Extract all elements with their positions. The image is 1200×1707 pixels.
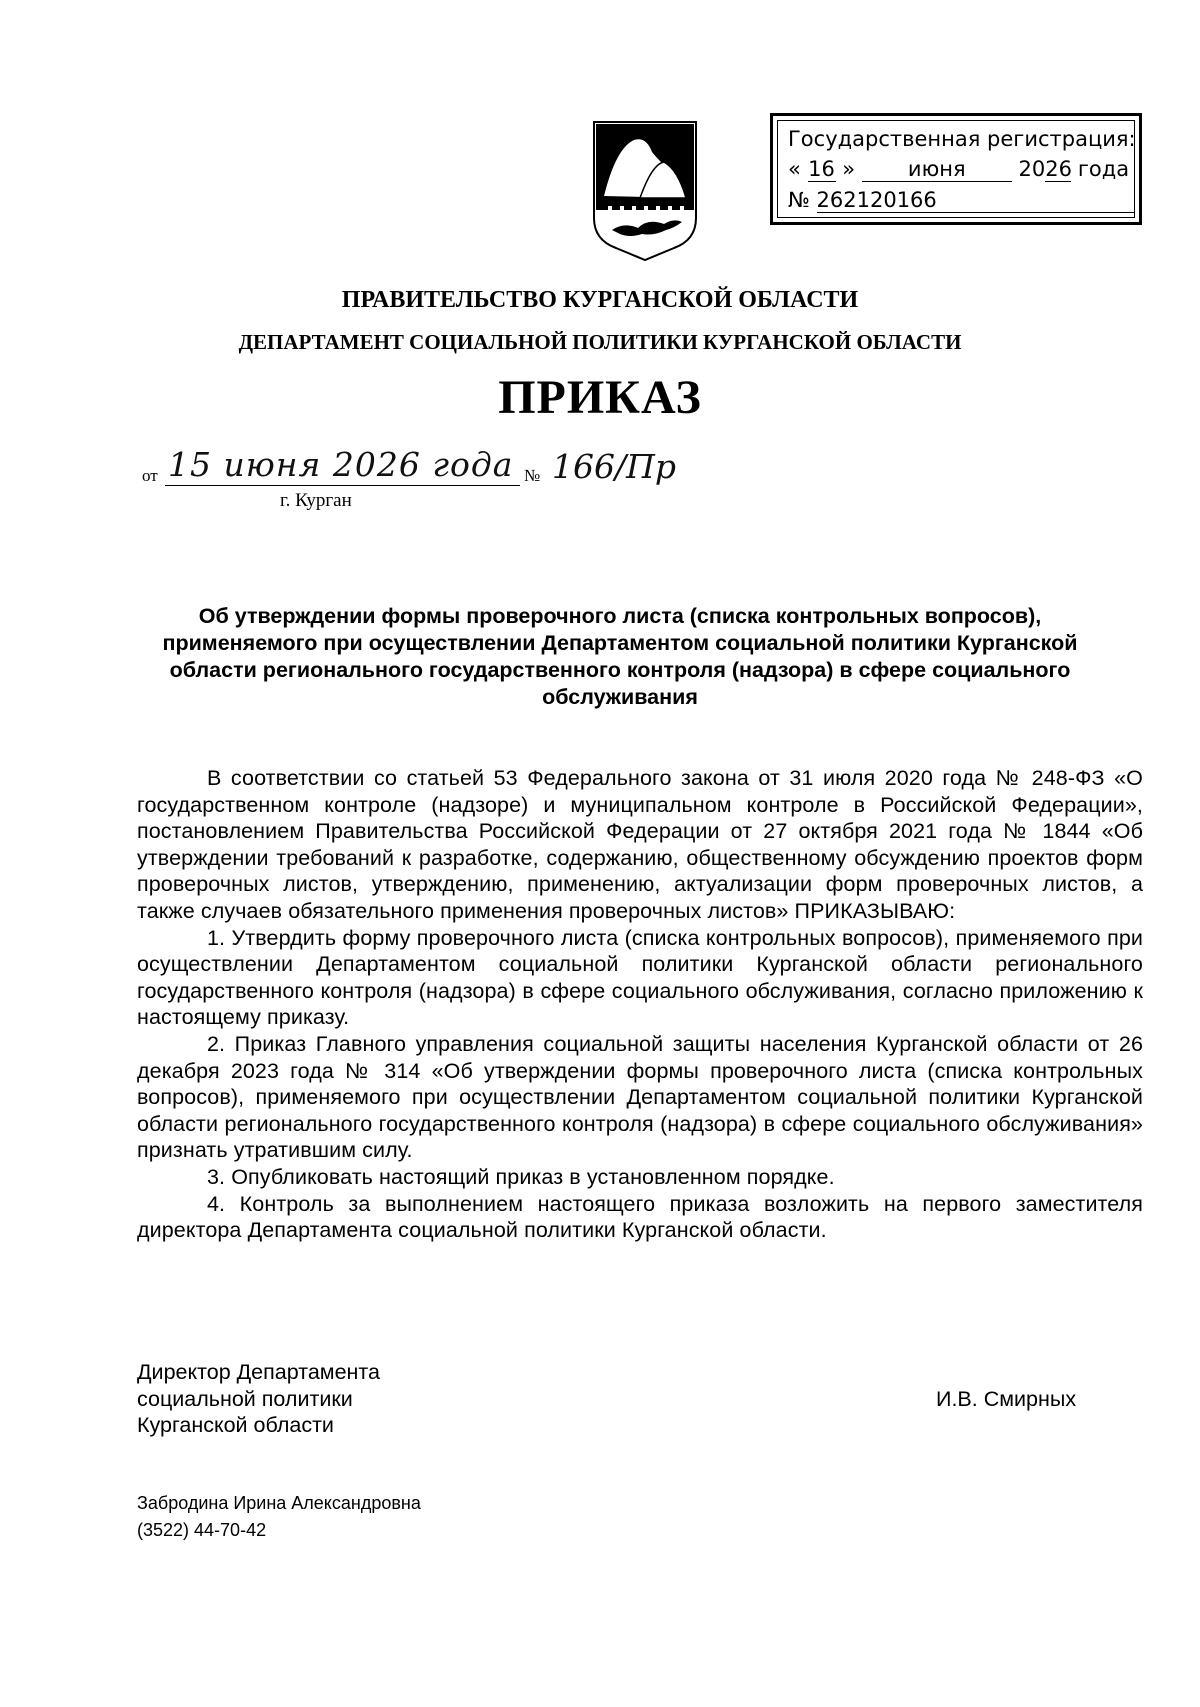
executor-name: Забродина Ирина Александровна bbox=[137, 1493, 421, 1513]
body-paragraph-2: 2. Приказ Главного управления социальной защиты населения Курганской области от 26 декабря 2023 года № 314 «Об утверждении формы проверочного листа (списка контрольных вопросов), применяемого при осуществлении Департаментом социальной политики Курганской области регионального государственного контроля (надзора) в сфере социального обслуживания» признать утратившим силу. bbox=[137, 1031, 1143, 1163]
body-paragraph-1: 1. Утвердить форму проверочного листа (списка контрольных вопросов), применяемого при осуществлении Департаментом социальной политики Курганской области регионального государственного контроля (надзора) в сфере социального обслуживания, согласно приложению к настоящему приказу. bbox=[137, 925, 1143, 1030]
document-title: Об утверждении формы проверочного листа (списка контрольных вопросов), применяемого при осуществлении Департаментом социальной политики Курганской области регионального государственного контроля (надзора) в сфере социального обслуживания bbox=[162, 604, 1078, 709]
signature-position: Директор Департамента социальной политики Курганской области bbox=[137, 1360, 380, 1437]
executor-phone: (3522) 44-70-42 bbox=[137, 1520, 267, 1540]
number-label: № bbox=[524, 466, 541, 485]
registration-stamp bbox=[770, 113, 1142, 225]
document-type-heading: ПРИКАЗ bbox=[498, 371, 702, 424]
body-paragraph-preamble: В соответствии со статьей 53 Федерального закона от 31 июля 2020 года № 248-ФЗ «О государственном контроле (надзоре) и муниципальном контроле в Российской Федерации», постановлением Правительства Российской Федерации от 27 октября 2021 года № 1844 «Об утверждении требований к разработке, содержанию, общественному обсуждению проектов форм проверочных листов, утверждению, применению, актуализации форм проверочных листов, а также случаев обязательного применения проверочных листов» ПРИКАЗЫВАЮ: bbox=[137, 766, 1143, 923]
signatory-name: И.В. Смирных bbox=[936, 1387, 1077, 1411]
date-underline bbox=[165, 485, 520, 486]
registration-number: № 262120166 bbox=[788, 188, 1135, 213]
registration-number-value: 262120166 bbox=[817, 188, 1135, 213]
body-paragraph-3: 3. Опубликовать настоящий приказ в установленном порядке. bbox=[207, 1164, 835, 1189]
department-heading: ДЕПАРТАМЕНТ СОЦИАЛЬНОЙ ПОЛИТИКИ КУРГАНСКОЙ ОБЛАСТИ bbox=[238, 330, 962, 354]
from-label: от bbox=[142, 466, 158, 485]
order-number-handwritten: 166/Пр bbox=[552, 447, 677, 486]
registration-year: 2026 bbox=[1018, 157, 1072, 181]
government-heading: ПРАВИТЕЛЬСТВО КУРГАНСКОЙ ОБЛАСТИ bbox=[341, 287, 859, 313]
body-paragraph-4: 4. Контроль за выполнением настоящего приказа возложить на первого заместителя директора Департамента социальной политики Курганской области. bbox=[137, 1191, 1143, 1243]
registration-title: Государственная регистрация: bbox=[788, 127, 1136, 151]
document-body bbox=[137, 765, 1143, 1244]
order-date-handwritten: 15 июня 2026 года bbox=[168, 445, 514, 484]
city-label: г. Курган bbox=[280, 490, 352, 511]
coat-of-arms-emblem bbox=[590, 118, 700, 264]
registration-date: « 16 » июня 2026 года bbox=[788, 157, 1130, 181]
registration-month: июня bbox=[862, 157, 1012, 182]
executor-block bbox=[137, 1490, 421, 1544]
registration-day: 16 bbox=[808, 157, 835, 181]
